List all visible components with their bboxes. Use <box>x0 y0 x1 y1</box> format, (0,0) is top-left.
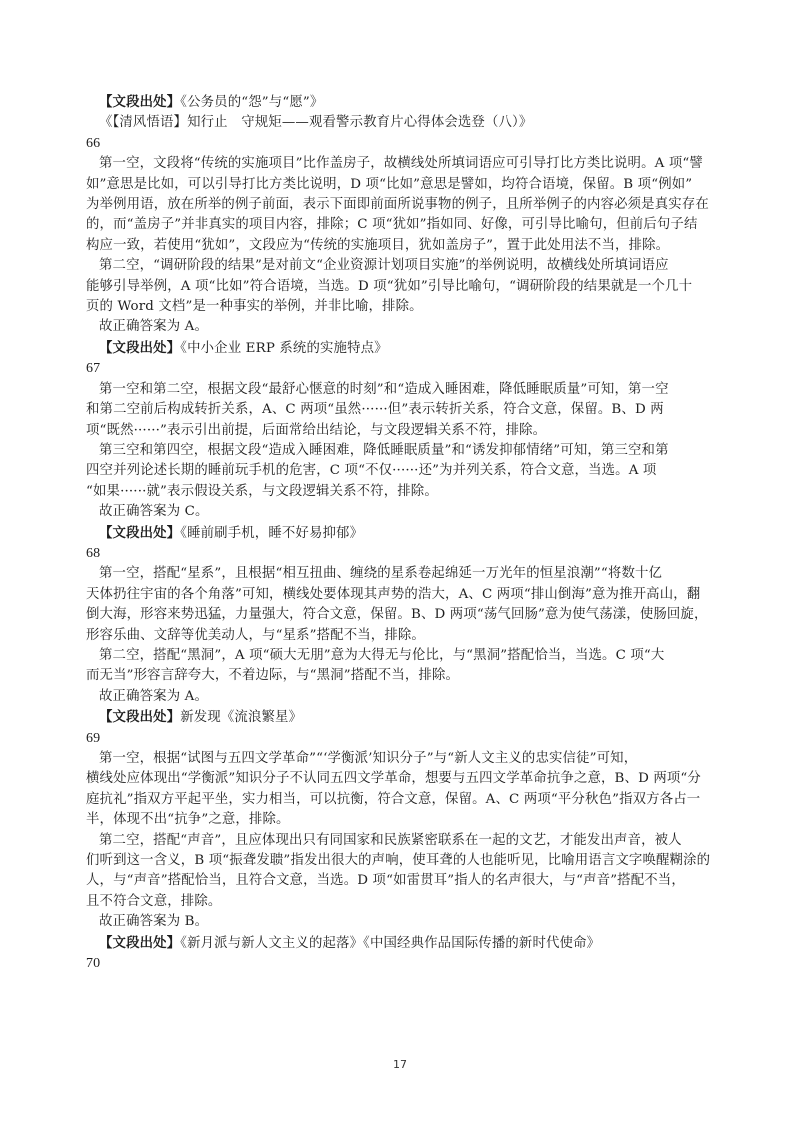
text-line: 且不符合文意，排除。 <box>86 893 222 909</box>
source-label: 【文段出处】 <box>99 524 181 541</box>
question-number: 68 <box>86 545 101 561</box>
source-line <box>86 338 716 359</box>
text-line: 半，体现不出“抗争”之意，排除。 <box>86 812 290 828</box>
text-line: 页的 Word 文档”是一种事实的举例，并非比喻，排除。 <box>86 299 423 315</box>
page-body <box>86 92 716 974</box>
text-line: 四空并列论述长期的睡前玩手机的危害，C 项“不仅······还”为并列关系，符合文意，当选。A 项 <box>86 463 657 479</box>
source-label: 【文段出处】 <box>99 934 181 951</box>
page-number: 17 <box>393 1058 407 1071</box>
text-line: 第一空和第二空，根据文段“最舒心惬意的时刻”和“造成入睡困难，降低睡眠质量”可知，第一空 <box>99 381 669 397</box>
question-number: 66 <box>86 135 101 151</box>
text-line: 故正确答案为 B。 <box>99 914 209 930</box>
text-line: 倒大海，形容来势迅猛，力量强大，符合文意，保留。B、D 两项“荡气回肠”意为使气荡漾，使肠回旋， <box>86 607 708 623</box>
text-line: 故正确答案为 A。 <box>99 319 209 335</box>
source-label: 【文段出处】 <box>99 709 181 726</box>
source-title: 《睡前刷手机，睡不好易抑郁》 <box>180 525 364 541</box>
text-line: 第二空，搭配“黑洞”，A 项“硕大无朋”意为大得无与伦比，与“黑洞”搭配恰当，当选。C 项“大 <box>99 647 665 663</box>
question-number: 67 <box>86 361 101 377</box>
text-line: 第一空，搭配“星系”，且根据“相互扭曲、缠绕的星系卷起绵延一万光年的恒星浪潮”“将数十亿 <box>99 566 663 582</box>
source-title: 新发现《流浪繁星》 <box>180 710 303 726</box>
source-title: 《公务员的“怨”与“愿”》 <box>180 95 324 110</box>
source-line <box>86 933 716 954</box>
source-label: 【文段出处】 <box>99 339 181 356</box>
question-number: 69 <box>86 730 101 746</box>
question-number: 70 <box>86 956 101 972</box>
text-line: 能够引导举例，A 项“比如”符合语境，当选。D 项“犹如”引导比喻句，“调研阶段的结果就是一个几十 <box>86 278 693 294</box>
text-line: 庭抗礼”指双方平起平坐，实力相当，可以抗衡，符合文意，保留。A、C 两项“平分秋色”指双方各占一 <box>86 791 701 807</box>
text-line: 人，与“声音”搭配恰当，且符合文意，当选。D 项“如雷贯耳”指人的名声很大，与“声音”搭配不当， <box>86 873 685 889</box>
text-line: 的，而“盖房子”并非真实的项目内容，排除；C 项“犹如”指如同、好像，可引导比喻句，但前后句子结 <box>86 217 698 233</box>
text-line: 第二空，“调研阶段的结果”是对前文“企业资源计划项目实施”的举例说明，故横线处所填词语应 <box>99 258 669 274</box>
text-line: “如果······就”表示假设关系，与文段逻辑关系不符，排除。 <box>86 483 438 499</box>
source-line <box>86 523 716 544</box>
text-line: 为举例用语，放在所举的例子前面，表示下面即前面所说事物的例子，且所举例子的内容必须是真实存在 <box>86 197 709 213</box>
source-label: 【文段出处】 <box>99 94 181 110</box>
text-line: 项“既然······”表示引出前提，后面常给出结论，与文段逻辑关系不符，排除。 <box>86 422 547 438</box>
source-title: 《中小企业 ERP 系统的实施特点》 <box>180 340 388 356</box>
text-line: 们听到这一含义，B 项“振聋发聩”指发出很大的声响，使耳聋的人也能听见，比喻用语言文字唤醒糊涂的 <box>86 853 711 869</box>
text-line: 构应一致，若使用“犹如”，文段应为“传统的实施项目，犹如盖房子”，置于此处用法不当，排除。 <box>86 237 670 253</box>
text-line: 横线处应体现出“学衡派”知识分子不认同五四文学革命，想要与五四文学革命抗争之意，B、D 两项“分 <box>86 771 701 787</box>
text-line: 形容乐曲、文辞等优美动人，与“星系”搭配不当，排除。 <box>86 627 425 643</box>
text-line: 而无当”形容言辞夸大，不着边际，与“黑洞”搭配不当，排除。 <box>86 668 460 684</box>
source-title: 《新月派与新人文主义的起落》《中国经典作品国际传播的新时代使命》 <box>180 935 601 951</box>
text-line: 如”意思是比如，可以引导打比方类比说明，D 项“比如”意思是譬如，均符合语境，保留。B 项“例如” <box>86 176 693 192</box>
text-line: 天体扔往宇宙的各个角落”可知，横线处要体现其声势的浩大，A、C 两项“排山倒海”意为推开高山，翻 <box>86 586 701 602</box>
source-line <box>86 92 716 113</box>
text-line: 故正确答案为 A。 <box>99 688 209 704</box>
text-line: 故正确答案为 C。 <box>99 504 209 520</box>
text-line: 第一空，文段将“传统的实施项目”比作盖房子，故横线处所填词语应可引导打比方类比说明。A 项“譬 <box>99 156 703 172</box>
text-line: 和第二空前后构成转折关系，A、C 两项“虽然······但”表示转折关系，符合文意，保留。B、D 两 <box>86 402 664 418</box>
text-line: 《【清风悟语】知行止 守规矩——观看警示教育片心得体会选登（八）》 <box>99 115 533 131</box>
text-line: 第三空和第四空，根据文段“造成入睡困难，降低睡眠质量”和“诱发抑郁情绪”可知，第三空和第 <box>99 442 669 458</box>
text-line: 第二空，搭配“声音”，且应体现出只有同国家和民族紧密联系在一起的文艺，才能发出声音，被人 <box>99 832 682 848</box>
text-line: 第一空，根据“试图与五四文学革命”“‘学衡派’知识分子”与“新人文主义的忠实信徒”可知， <box>99 751 638 766</box>
source-line <box>86 707 716 728</box>
